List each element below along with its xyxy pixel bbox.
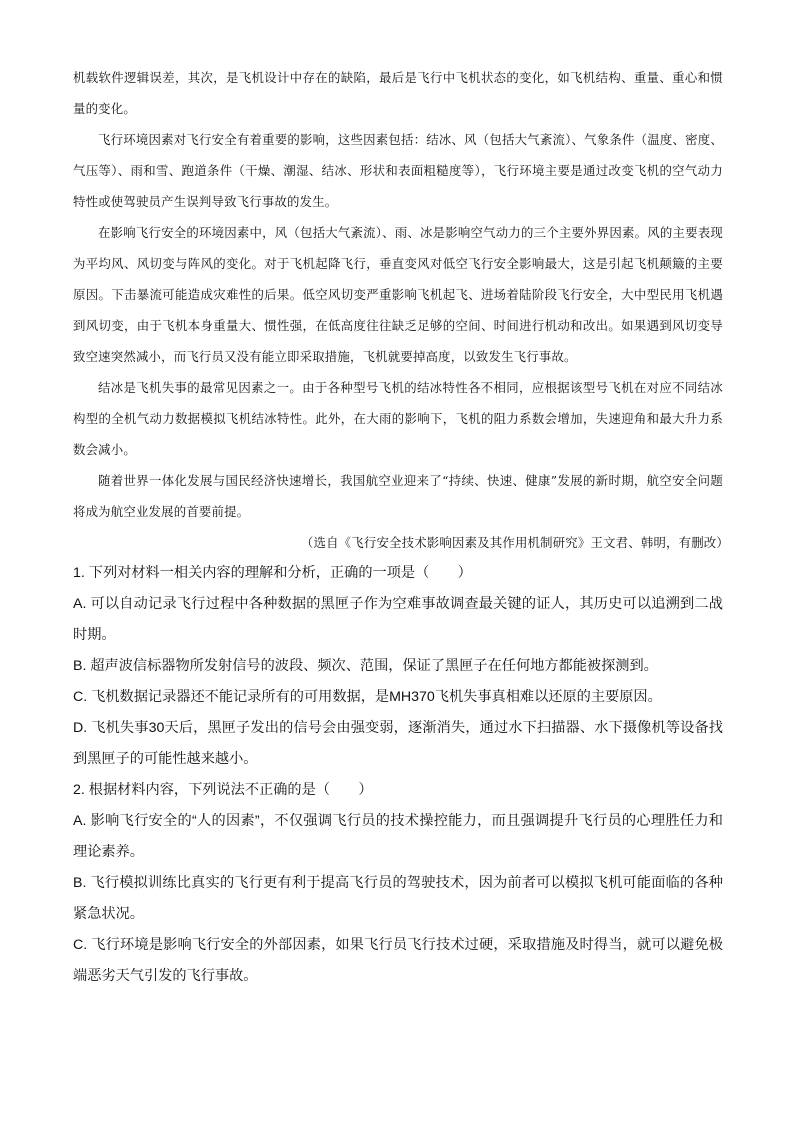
- question-2-option-a: A. 影响飞行安全的“人的因素”，不仅强调飞行员的技术操控能力，而且强调提升飞行员的心理胜任力和理论素养。: [73, 813, 723, 860]
- article-source: （选自《飞行安全技术影响因素及其作用机制研究》王文君、韩明，有删改）: [300, 535, 729, 550]
- question-1-option-a: A. 可以自动记录飞行过程中各种数据的黑匣子作为空难事故调查最关键的证人，其历史可以追溯到二战时期。: [73, 596, 723, 643]
- question-2-option-b: B. 飞行模拟训练比真实的飞行更有利于提高飞行员的驾驶技术，因为前者可以模拟飞机可能面临的各种紧急状况。: [73, 875, 723, 922]
- question-2-option-c: C. 飞行环境是影响飞行安全的外部因素，如果飞行员飞行技术过硬，采取措施及时得当，就可以避免极端恶劣天气引发的飞行事故。: [73, 937, 723, 984]
- question-1: [73, 558, 723, 775]
- question-2: [73, 775, 723, 992]
- paragraph-environment-factors: 飞行环境因素对飞行安全有着重要的影响，这些因素包括：结冰、风（包括大气紊流）、气象条件（温度、密度、气压等）、雨和雪、跑道条件（干燥、潮湿、结冰、形状和表面粗糙度等），飞行环境主要是通过改变飞机的空气动力特性或使驾驶员产生误判导致飞行事故的发生。: [73, 132, 723, 209]
- question-1-option-d: D. 飞机失事30天后，黑匣子发出的信号会由强变弱，逐渐消失，通过水下扫描器、水下摄像机等设备找到黑匣子的可能性越来越小。: [73, 720, 723, 767]
- paragraph-icing: 结冰是飞机失事的最常见因素之一。由于各种型号飞机的结冰特性各不相同，应根据该型号飞机在对应不同结冰构型的全机气动力数据模拟飞机结冰特性。此外，在大雨的影响下，飞机的阻力系数会增加，失速迎角和最大升力系数会减小。: [73, 380, 723, 457]
- document-page: [73, 62, 729, 992]
- question-2-stem: 2. 根据材料内容，下列说法不正确的是（ ）: [73, 782, 373, 798]
- question-1-option-c: C. 飞机数据记录器还不能记录所有的可用数据，是MH370飞机失事真相难以还原的主要原因。: [73, 689, 662, 705]
- paragraph-aviation-development: 随着世界一体化发展与国民经济快速增长，我国航空业迎来了“持续、快速、健康”发展的新时期，航空安全问题将成为航空业发展的首要前提。: [73, 473, 723, 519]
- paragraph-wind-rain-ice: 在影响飞行安全的环境因素中，风（包括大气紊流）、雨、冰是影响空气动力的三个主要外界因素。风的主要表现为平均风、风切变与阵风的变化。对于飞机起降飞行，垂直变风对低空飞行安全影响最大，这是引起飞机颠簸的主要原因。下击暴流可能造成灾难性的后果。低空风切变严重影响飞机起飞、进场着陆阶段飞行安全，大中型民用飞机遇到风切变，由于飞机本身重量大、惯性强，在低高度往往缺乏足够的空间、时间进行机动和改出。如果遇到风切变导致空速突然减小，而飞行员又没有能立即采取措施，飞机就要掉高度，以致发生飞行事故。: [73, 225, 723, 364]
- paragraph-aircraft-factors: 机载软件逻辑误差，其次，是飞机设计中存在的缺陷，最后是飞行中飞机状态的变化，如飞机结构、重量、重心和惯量的变化。: [73, 70, 723, 116]
- question-1-stem: 1. 下列对材料一相关内容的理解和分析，正确的一项是（ ）: [73, 565, 472, 581]
- question-1-option-b: B. 超声波信标器物所发射信号的波段、频次、范围，保证了黑匣子在任何地方都能被探测到。: [73, 658, 658, 674]
